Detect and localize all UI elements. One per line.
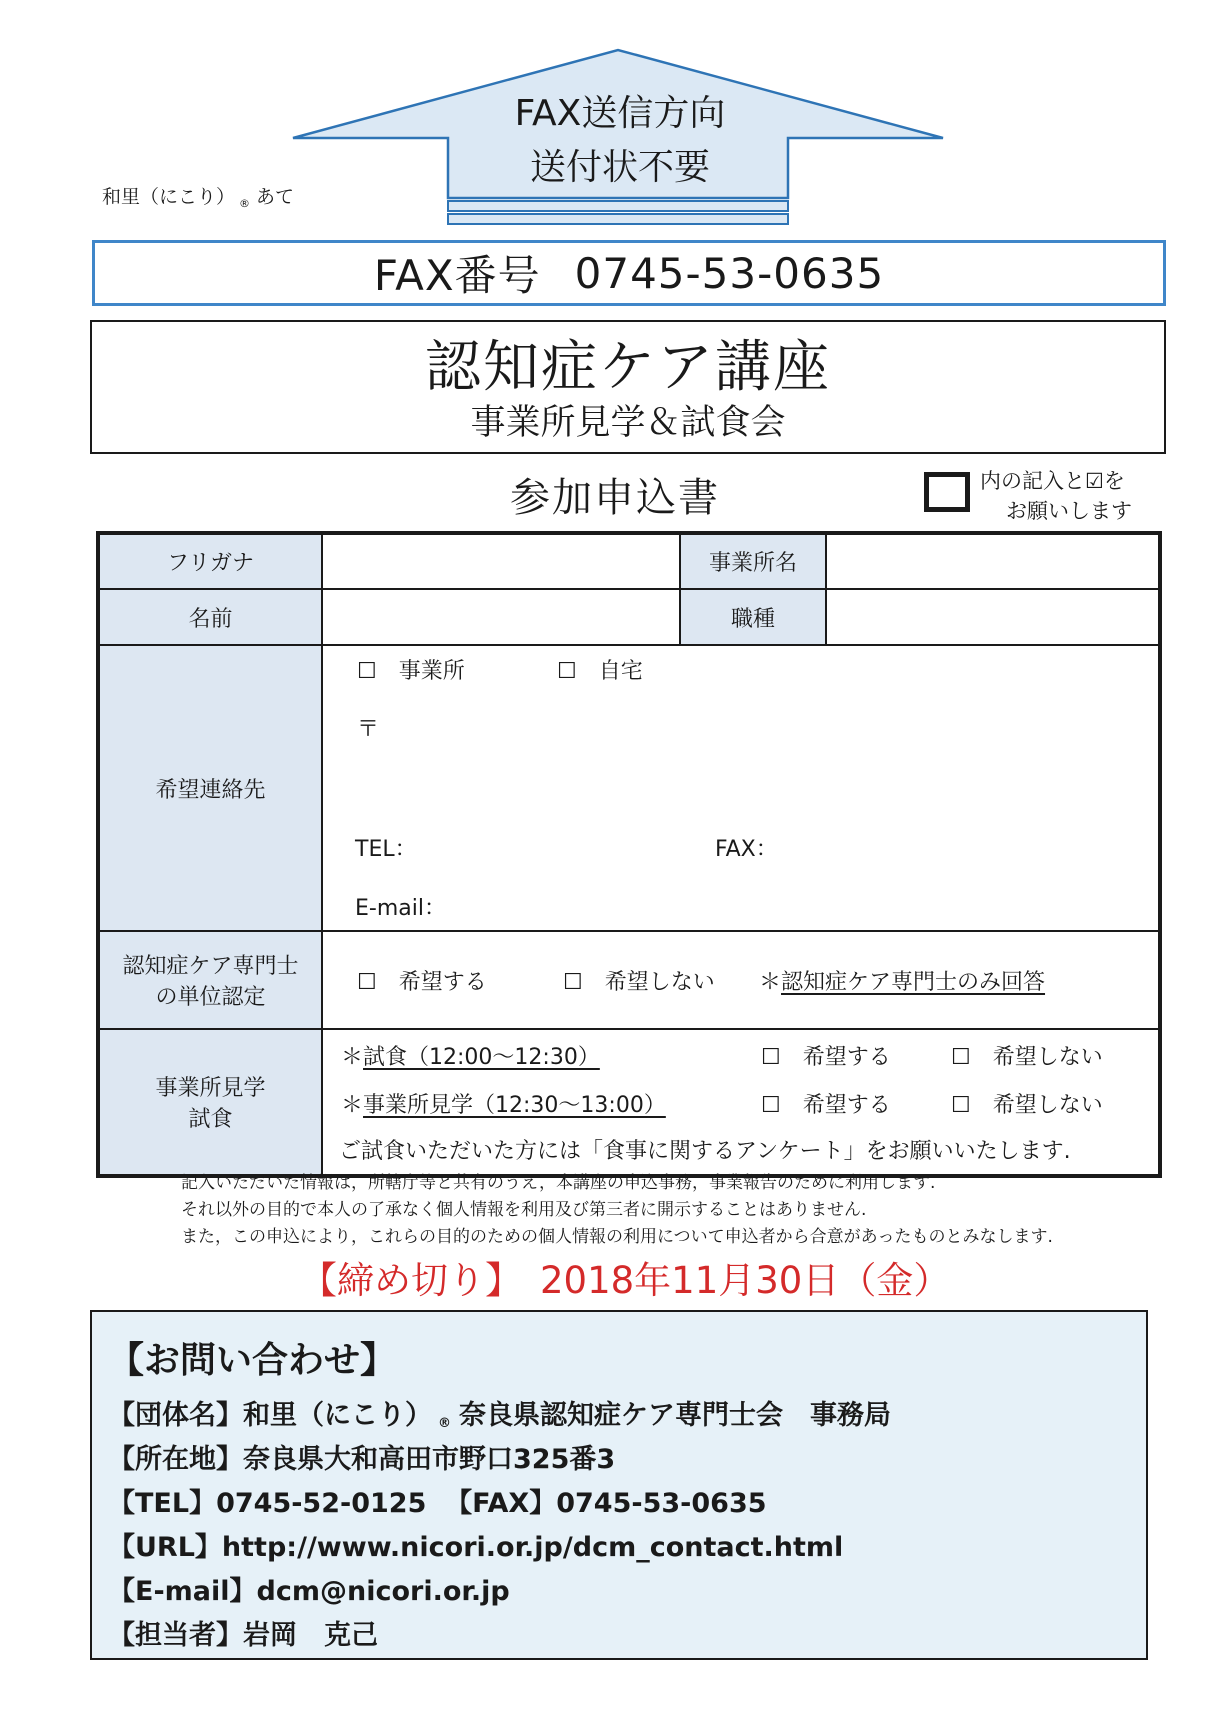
postal-code-mark: 〒: [357, 717, 380, 742]
office-name-label: 事業所名: [680, 533, 826, 589]
tour-no-checkbox[interactable]: ☐ 希望しない: [951, 1093, 1103, 1118]
privacy-note-line: それ以外の目的で本人の了承なく個人情報を利用及び第三者に開示することはありません.: [181, 1200, 867, 1220]
contact-url-line: [108, 1526, 891, 1570]
tel-contact-label: 【TEL】: [108, 1488, 217, 1519]
email-link[interactable]: dcm@nicori.or.jp: [256, 1576, 510, 1607]
deadline-date: 2018年11月30日（金）: [540, 1259, 951, 1302]
course-subtitle: 事業所見学＆試食会: [470, 403, 786, 443]
contact-preference-label: 希望連絡先: [98, 645, 322, 931]
table-row: [98, 589, 1160, 645]
credit-cell: [322, 931, 1160, 1029]
deadline-label: 【締め切り】: [300, 1259, 522, 1302]
visit-label: [98, 1029, 322, 1176]
tour-label: [341, 1088, 666, 1119]
fax-number-label: FAX番号: [373, 251, 541, 300]
legend-text: [980, 466, 1132, 526]
registered-mark: ®: [239, 197, 251, 210]
name-field[interactable]: [322, 589, 680, 645]
privacy-notes: [181, 1170, 1053, 1251]
contact-box: [90, 1310, 1148, 1660]
course-title: 認知症ケア講座: [425, 335, 831, 400]
arrow-line-2: 送付状不要: [529, 147, 710, 188]
table-row: [98, 645, 1160, 931]
tasting-prefix: ＊: [341, 1045, 364, 1070]
tel-label: TEL：: [355, 837, 417, 862]
credit-label-line-2: の単位認定: [155, 985, 266, 1010]
table-row: [98, 931, 1160, 1029]
furigana-field[interactable]: [322, 533, 680, 589]
arrow-stripe-2: [448, 214, 788, 224]
fax-number-value: 0745-53-0635: [574, 248, 885, 298]
email-label: E-mail：: [355, 896, 446, 921]
contact-heading: 【お問い合わせ】: [108, 1340, 397, 1381]
fax-number-box: [92, 240, 1166, 306]
email-contact-label: 【E-mail】: [108, 1576, 257, 1607]
recipient-suffix: あて: [256, 186, 295, 208]
fax-label: FAX：: [715, 837, 778, 862]
legend-line-1: 内の記入と☑を: [980, 469, 1125, 493]
table-row: [98, 533, 1160, 589]
fax-contact-label: 【FAX】: [445, 1488, 557, 1519]
tasting-time: 試食（12:00〜12:30）: [363, 1045, 600, 1070]
table-row: [98, 1029, 1160, 1176]
fax-direction-arrow: [288, 48, 948, 228]
contact-email-line: [108, 1570, 891, 1614]
legend-box-icon: [924, 472, 970, 512]
url-label: 【URL】: [108, 1532, 222, 1563]
tour-yes-checkbox[interactable]: ☐ 希望する: [761, 1093, 891, 1118]
credit-no-checkbox[interactable]: ☐ 希望しない: [563, 970, 715, 995]
title-box: [90, 320, 1166, 454]
survey-note: ご試食いただいた方には「食事に関するアンケート」をお願いいたします.: [339, 1139, 1071, 1164]
contact-address-line: [108, 1438, 891, 1482]
occupation-label: 職種: [680, 589, 826, 645]
credit-label-line-1: 認知症ケア専門士: [122, 954, 299, 979]
contact-phone-line: [108, 1482, 891, 1526]
credit-note-prefix: ＊: [759, 970, 782, 995]
org-rest: 奈良県認知症ケア専門士会 事務局: [459, 1400, 891, 1431]
legend-line-2: お願いします: [1006, 499, 1132, 523]
arrow-stripe-1: [448, 201, 788, 211]
recipient-label: [102, 182, 294, 210]
option-office-checkbox[interactable]: ☐ 事業所: [357, 659, 465, 684]
org-registered-mark: ®: [438, 1416, 451, 1431]
tasting-label: [341, 1040, 600, 1071]
privacy-note-line: また，この申込により，これらの目的のための個人情報の利用について申込者から合意があったものとみなします.: [181, 1227, 1053, 1247]
form-title: 参加申込書: [510, 475, 720, 521]
person-label: 【担当者】: [108, 1620, 243, 1651]
occupation-field[interactable]: [826, 589, 1160, 645]
url-link[interactable]: http://www.nicori.or.jp/dcm_contact.html: [221, 1532, 844, 1563]
application-form-table: [96, 531, 1162, 1178]
visit-label-line-2: 試食: [188, 1107, 233, 1132]
org-label: 【団体名】: [108, 1400, 243, 1431]
tasting-yes-checkbox[interactable]: ☐ 希望する: [761, 1045, 891, 1070]
contact-lines: [108, 1394, 891, 1658]
furigana-label: フリガナ: [98, 533, 322, 589]
credit-note-text: 認知症ケア専門士のみ回答: [781, 970, 1046, 995]
fax-contact-value: 0745-53-0635: [556, 1488, 767, 1519]
recipient-name: 和里（にこり）: [102, 186, 236, 208]
arrow-line-1: FAX送信方向: [514, 93, 726, 134]
tour-prefix: ＊: [341, 1093, 364, 1118]
visit-cell: [322, 1029, 1160, 1176]
office-name-field[interactable]: [826, 533, 1160, 589]
org-name: 和里（にこり）: [243, 1400, 432, 1431]
contact-org-line: [108, 1394, 891, 1438]
credit-label: [98, 931, 322, 1029]
person-name: 岩岡 克己: [243, 1620, 378, 1651]
deadline: [300, 1259, 951, 1302]
tasting-no-checkbox[interactable]: ☐ 希望しない: [951, 1045, 1103, 1070]
option-home-checkbox[interactable]: ☐ 自宅: [557, 659, 643, 684]
visit-label-line-1: 事業所見学: [155, 1076, 266, 1101]
address-label: 【所在地】: [108, 1444, 243, 1475]
tel-contact-value: 0745-52-0125: [216, 1488, 427, 1519]
contact-preference-cell: [322, 645, 1160, 931]
contact-person-line: [108, 1614, 891, 1658]
address-value: 奈良県大和高田市野口325番3: [243, 1444, 616, 1475]
name-label: 名前: [98, 589, 322, 645]
credit-note: [759, 965, 1045, 996]
credit-yes-checkbox[interactable]: ☐ 希望する: [357, 970, 487, 995]
privacy-note-line: 記入いただいた情報は，所轄庁等と共有のうえ，本講座の申込事務，事業報告のために利用します.: [181, 1173, 936, 1193]
tour-time: 事業所見学（12:30〜13:00）: [363, 1093, 666, 1118]
